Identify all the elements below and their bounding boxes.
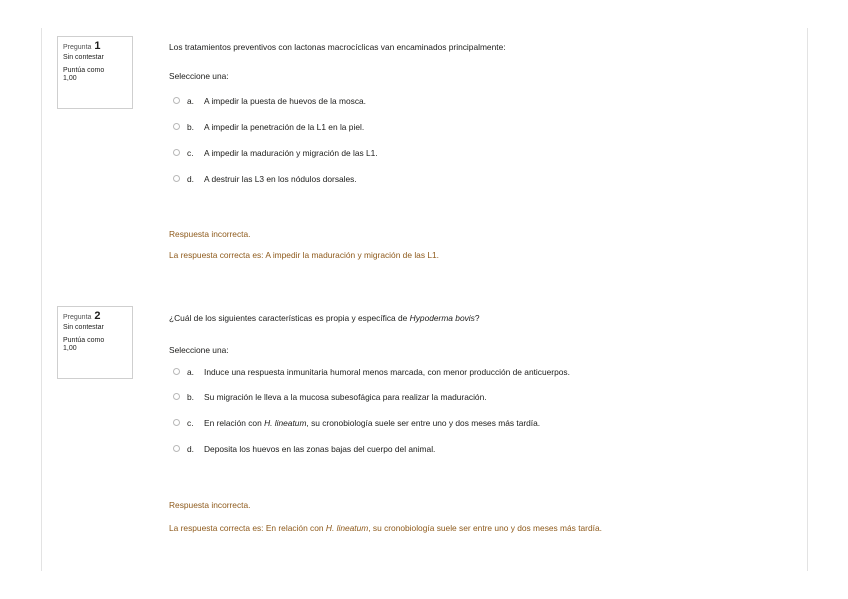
question-state: Sin contestar	[63, 54, 104, 61]
select-prompt: Seleccione una:	[169, 345, 229, 355]
select-prompt: Seleccione una:	[169, 71, 229, 81]
correct-answer-species: H. lineatum	[325, 523, 369, 533]
answer-text: A impedir la maduración y migración de las L1.	[204, 148, 378, 158]
question-number: 1	[94, 40, 101, 52]
radio-button[interactable]	[173, 149, 180, 156]
radio-button[interactable]	[173, 419, 180, 426]
answer-option-c[interactable]	[173, 147, 378, 159]
answer-letter: c.	[187, 148, 194, 158]
answer-text-start: En relación con	[204, 418, 265, 428]
radio-button[interactable]	[173, 368, 180, 375]
radio-button[interactable]	[173, 97, 180, 104]
radio-button[interactable]	[173, 393, 180, 400]
question-content	[169, 311, 789, 533]
radio-button[interactable]	[173, 175, 180, 182]
answer-option-a[interactable]	[173, 366, 570, 378]
question-text-start: ¿Cuál de los siguientes características es propia y específica de	[169, 313, 410, 323]
answer-letter: a.	[187, 96, 194, 106]
question-label: Pregunta	[63, 314, 92, 321]
question-grade-value: 1,00	[63, 75, 77, 82]
radio-button[interactable]	[173, 445, 180, 452]
answer-letter: a.	[187, 367, 194, 377]
question-info-box	[57, 306, 133, 379]
answer-text: Deposita los huevos en las zonas bajas del cuerpo del animal.	[204, 444, 436, 454]
answer-letter: b.	[187, 392, 194, 402]
feedback-status: Respuesta incorrecta.	[169, 229, 251, 239]
answer-option-b[interactable]	[173, 391, 487, 403]
question-text	[169, 311, 789, 325]
feedback-status: Respuesta incorrecta.	[169, 500, 251, 510]
answer-letter: b.	[187, 122, 194, 132]
correct-answer-feedback: La respuesta correcta es: A impedir la maduración y migración de las L1.	[169, 250, 439, 260]
question-grade-label: Puntúa como	[63, 67, 105, 74]
answer-letter: d.	[187, 444, 194, 454]
answer-letter: c.	[187, 418, 194, 428]
correct-answer-feedback	[169, 523, 602, 533]
answer-text: A impedir la penetración de la L1 en la piel.	[204, 122, 365, 132]
answer-option-a[interactable]	[173, 95, 366, 107]
question-number-row	[63, 310, 132, 323]
answer-text: A destruir las L3 en los nódulos dorsales.	[204, 174, 357, 184]
left-frame-line	[41, 28, 42, 571]
answer-text: Induce una respuesta inmunitaria humoral menos marcada, con menor producción de anticuerpos.	[204, 367, 570, 377]
correct-answer-start: La respuesta correcta es: En relación con	[169, 523, 326, 533]
question-label: Pregunta	[63, 44, 92, 51]
radio-button[interactable]	[173, 123, 180, 130]
answer-letter: d.	[187, 174, 194, 184]
question-number-row	[63, 40, 132, 53]
question-info-box	[57, 36, 133, 109]
answer-option-b[interactable]	[173, 121, 364, 133]
question-content	[169, 40, 789, 260]
question-text-end: ?	[474, 313, 480, 323]
answer-text-end: , su cronobiología suele ser entre uno y dos meses más tardía.	[306, 418, 541, 428]
question-state: Sin contestar	[63, 324, 104, 331]
answer-text-species: H. lineatum	[264, 418, 307, 428]
answer-option-c[interactable]	[173, 417, 540, 429]
question-number: 2	[94, 310, 101, 322]
question-text-species: Hypoderma bovis	[409, 313, 475, 323]
correct-answer-end: , su cronobiología suele ser entre uno y dos meses más tardía.	[368, 523, 602, 533]
question-text: Los tratamientos preventivos con lactonas macrocíclicas van encaminados principalmente:	[169, 42, 506, 52]
right-frame-line	[807, 28, 808, 571]
question-grade-label: Puntúa como	[63, 337, 105, 344]
answer-text: Su migración le lleva a la mucosa subesofágica para realizar la maduración.	[204, 392, 487, 402]
answer-text: A impedir la puesta de huevos de la mosca.	[204, 96, 367, 106]
answer-option-d[interactable]	[173, 443, 435, 455]
answer-option-d[interactable]	[173, 173, 357, 185]
question-grade-value: 1,00	[63, 345, 77, 352]
